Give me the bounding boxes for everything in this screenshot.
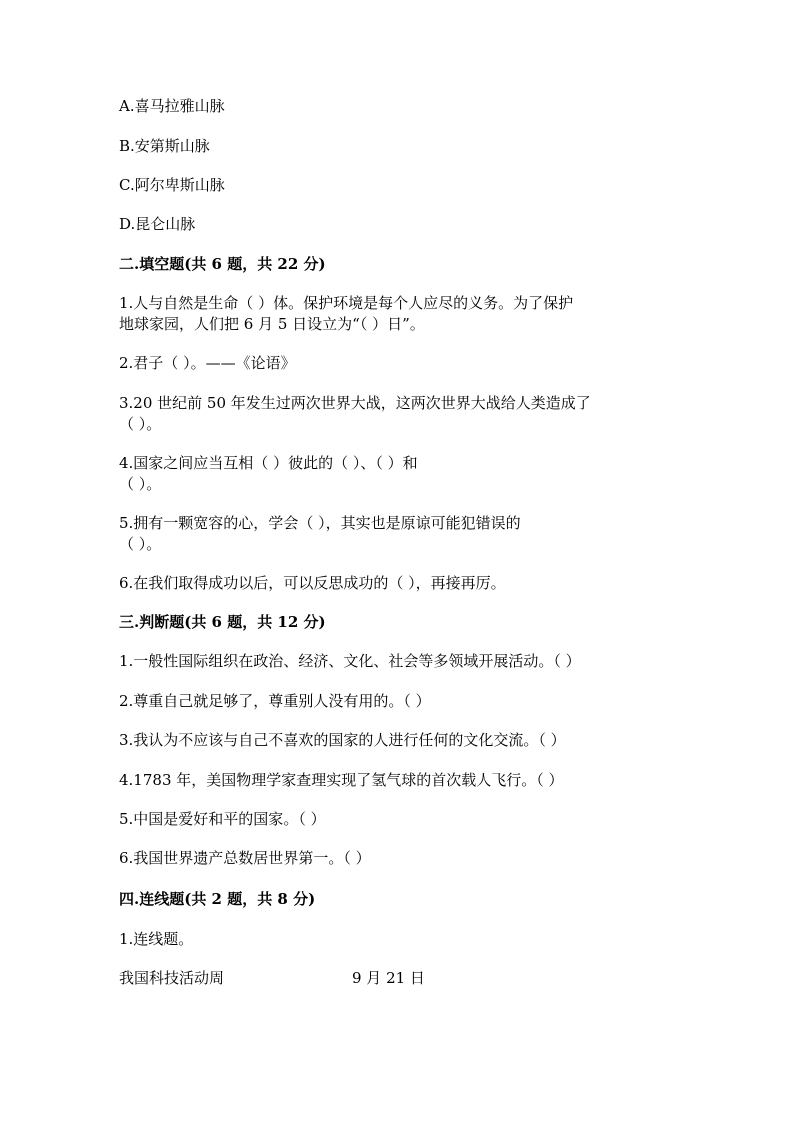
fill-q5-line1: 5.拥有一颗宽容的心，学会（ ），其实也是原谅可能犯错误的 (119, 514, 521, 532)
section-3-title: 三.判断题(共 6 题，共 12 分) (119, 613, 326, 631)
fill-q1-line1: 1.人与自然是生命（ ）体。保护环境是每个人应尽的义务。为了保护 (119, 294, 574, 312)
judge-q1: 1.一般性国际组织在政治、经济、文化、社会等多领域开展活动。（ ） (119, 652, 581, 670)
match-left-item-1: 我国科技活动周 (119, 969, 225, 987)
judge-q3: 3.我认为不应该与自己不喜欢的国家的人进行任何的文化交流。（ ） (119, 731, 566, 749)
fill-q3-line1: 3.20 世纪前 50 年发生过两次世界大战，这两次世界大战给人类造成了 (119, 394, 591, 412)
option-d: D.昆仑山脉 (119, 215, 196, 233)
section-2-title: 二.填空题(共 6 题，共 22 分) (119, 255, 326, 273)
option-c: C.阿尔卑斯山脉 (119, 176, 225, 194)
fill-q3-line2: （ ）。 (119, 415, 162, 433)
fill-q1-line2: 地球家园，人们把 6 月 5 日设立为“（ ）日”。 (119, 315, 425, 333)
judge-q6: 6.我国世界遗产总数居世界第一。（ ） (119, 849, 371, 867)
section-4-title: 四.连线题(共 2 题，共 8 分) (119, 890, 316, 908)
match-q1: 1.连线题。 (119, 930, 194, 948)
fill-q5-line2: （ ）。 (119, 535, 162, 553)
fill-q4-line2: （ ）。 (119, 475, 162, 493)
judge-q4: 4.1783 年，美国物理学家查理实现了氢气球的首次载人飞行。（ ） (119, 771, 564, 789)
option-a: A.喜马拉雅山脉 (119, 97, 225, 115)
fill-q2: 2.君子（ ）。——《论语》 (119, 354, 296, 372)
match-right-item-1: 9 月 21 日 (352, 969, 425, 987)
option-b: B.安第斯山脉 (119, 137, 210, 155)
judge-q5: 5.中国是爱好和平的国家。（ ） (119, 810, 326, 828)
judge-q2: 2.尊重自己就足够了，尊重别人没有用的。（ ） (119, 692, 431, 710)
fill-q4-line1: 4.国家之间应当互相（ ）彼此的（ ）、（ ）和 (119, 454, 418, 472)
fill-q6: 6.在我们取得成功以后，可以反思成功的（ ），再接再厉。 (119, 574, 506, 592)
